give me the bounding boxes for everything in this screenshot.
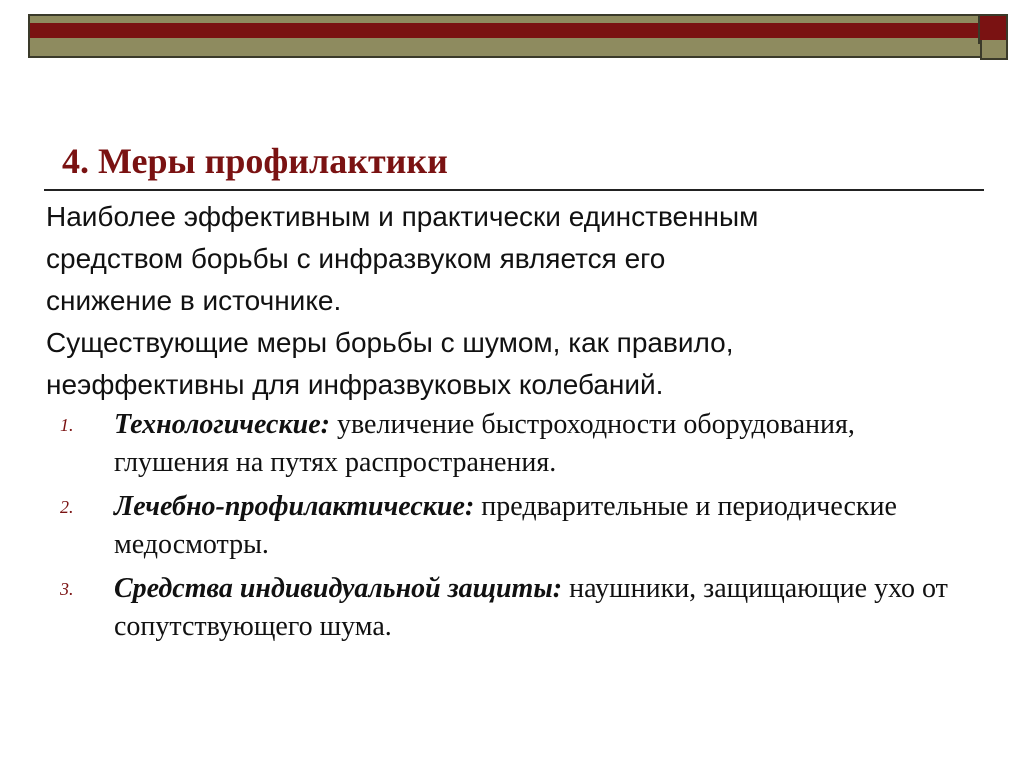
top-decorative-bar — [28, 14, 986, 58]
measure-term: Технологические: — [114, 409, 330, 440]
top-bar-maroon-stripe — [30, 23, 984, 38]
measure-number: 1. — [60, 415, 74, 435]
top-bar-olive-band — [30, 38, 984, 56]
intro-line: средством борьбы с инфразвуком является его — [46, 243, 666, 274]
corner-olive-square — [980, 40, 1008, 60]
intro-line: неэффективны для инфразвуковых колебаний. — [46, 369, 664, 400]
measures-list — [60, 406, 960, 652]
intro-paragraph — [46, 196, 986, 406]
intro-line: снижение в источнике. — [46, 285, 342, 316]
title-underline — [44, 189, 984, 191]
intro-line: Существующие меры борьбы с шумом, как правило, — [46, 327, 734, 358]
measure-item — [60, 570, 960, 646]
measure-text: увеличение быстроходности оборудования, глушения на путях распространения. — [114, 409, 855, 478]
measure-number: 2. — [60, 497, 74, 517]
intro-line: Наиболее эффективным и практически единственным — [46, 201, 759, 232]
measure-number: 3. — [60, 579, 74, 599]
measure-text: предварительные и периодические медосмотры. — [114, 491, 897, 560]
corner-decoration — [978, 14, 1008, 58]
top-bar-olive-stripe — [30, 16, 984, 23]
measure-text: наушники, защищающие ухо от сопутствующего шума. — [114, 573, 948, 642]
measure-term: Средства индивидуальной защиты: — [114, 573, 563, 604]
slide-title: 4. Меры профилактики — [62, 141, 448, 181]
measure-term: Лечебно-профилактические: — [114, 491, 475, 522]
measure-item — [60, 488, 960, 564]
measure-item — [60, 406, 960, 482]
